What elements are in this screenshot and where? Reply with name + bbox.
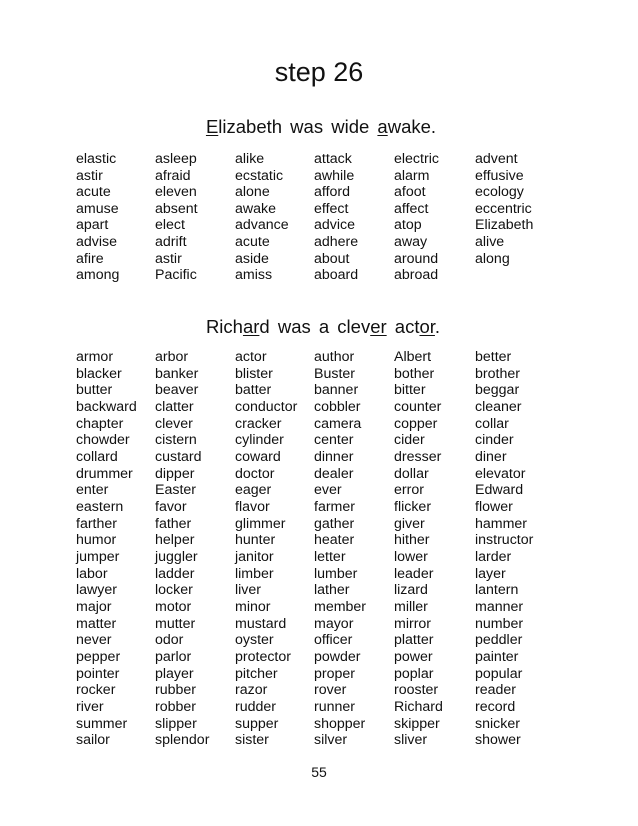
sentence-text: lizabeth was wide	[218, 116, 378, 137]
word-cell: skipper	[394, 715, 440, 732]
word-cell: blister	[235, 365, 273, 382]
word-cell: alive	[475, 233, 505, 250]
word-cell: actor	[235, 349, 267, 365]
word-cell: afford	[314, 184, 351, 201]
word-cell: proper	[314, 665, 356, 682]
word-cell: around	[394, 250, 439, 267]
word-cell: flicker	[394, 499, 432, 516]
word-cell: silver	[314, 732, 348, 749]
word-cell: electric	[394, 151, 439, 167]
word-cell: clatter	[155, 399, 194, 416]
underlined-letters: or	[419, 316, 435, 337]
word-cell: officer	[314, 632, 353, 649]
word-cell: Albert	[394, 349, 432, 365]
word-cell: error	[394, 482, 424, 499]
underlined-letters: ar	[242, 316, 260, 337]
word-cell: flavor	[235, 499, 270, 516]
word-cell: popular	[475, 665, 523, 682]
word-cell: janitor	[235, 549, 274, 566]
word-cell: river	[76, 699, 104, 716]
word-cell: arbor	[155, 349, 189, 365]
word-cell: mutter	[155, 615, 196, 632]
word-cell: awhile	[314, 167, 355, 184]
word-cell: custard	[155, 449, 202, 466]
word-cell: cracker	[235, 415, 282, 432]
word-cell: better	[475, 349, 512, 365]
word-cell: armor	[76, 349, 114, 365]
word-cell: ladder	[155, 565, 195, 582]
word-cell: atop	[394, 217, 422, 234]
word-cell: collar	[475, 415, 509, 432]
word-cell: chapter	[76, 415, 124, 432]
word-cell: sister	[235, 732, 269, 749]
word-cell: shopper	[314, 715, 366, 732]
word-cell: mayor	[314, 615, 354, 632]
word-cell: asleep	[155, 151, 197, 167]
word-cell: cylinder	[235, 432, 284, 449]
word-cell: dollar	[394, 465, 429, 482]
word-cell: abroad	[394, 267, 439, 284]
word-cell: Buster	[314, 365, 356, 382]
word-cell: Easter	[155, 482, 197, 499]
sentence-text: .	[434, 316, 441, 337]
word-cell: doctor	[235, 465, 275, 482]
word-cell: pointer	[76, 665, 120, 682]
word-cell: parlor	[155, 649, 192, 666]
word-cell: copper	[394, 415, 438, 432]
word-cell: eastern	[76, 499, 124, 516]
word-cell: apart	[76, 217, 109, 234]
word-cell: lumber	[314, 565, 358, 582]
word-cell: slipper	[155, 715, 197, 732]
word-cell: elevator	[475, 465, 526, 482]
word-cell: motor	[155, 599, 192, 616]
word-cell: diner	[475, 449, 507, 466]
word-cell: odor	[155, 632, 184, 649]
word-cell: conductor	[235, 399, 298, 416]
word-cell: sailor	[76, 732, 110, 749]
word-cell: ecology	[475, 184, 524, 201]
word-cell: member	[314, 599, 367, 616]
word-cell: along	[475, 250, 510, 267]
word-cell: alike	[235, 151, 265, 167]
word-cell: lather	[314, 582, 350, 599]
word-grid-er-sounds	[76, 349, 555, 749]
word-cell: Pacific	[155, 267, 197, 284]
word-cell: supper	[235, 715, 279, 732]
word-cell: affect	[394, 200, 429, 217]
sentence-text: Rich	[205, 316, 243, 337]
word-cell: elastic	[76, 151, 117, 167]
word-cell: power	[394, 649, 433, 666]
word-cell: jumper	[76, 549, 120, 566]
word-cell: Edward	[475, 482, 524, 499]
word-cell: afraid	[155, 167, 191, 184]
word-cell: letter	[314, 549, 346, 566]
word-cell: bitter	[394, 382, 426, 399]
word-cell: astir	[76, 167, 103, 184]
word-cell: gather	[314, 515, 355, 532]
word-cell: center	[314, 432, 354, 449]
word-cell: dealer	[314, 465, 354, 482]
sentence-elizabeth	[0, 115, 638, 139]
word-cell: robber	[155, 699, 197, 716]
word-cell: peddler	[475, 632, 523, 649]
underlined-letters: E	[205, 116, 219, 137]
word-cell: effusive	[475, 167, 524, 184]
word-cell: author	[314, 349, 355, 365]
word-cell: matter	[76, 615, 117, 632]
word-cell: awake	[235, 200, 277, 217]
word-cell: leader	[394, 565, 434, 582]
word-cell: helper	[155, 532, 195, 549]
word-cell: oyster	[235, 632, 274, 649]
word-cell: mirror	[394, 615, 432, 632]
word-cell: platter	[394, 632, 434, 649]
underlined-letters: er	[370, 316, 387, 337]
word-cell: protector	[235, 649, 291, 666]
word-cell: labor	[76, 565, 108, 582]
word-cell: banker	[155, 365, 199, 382]
word-grid-a-e-sounds	[76, 151, 555, 284]
word-cell: lawyer	[76, 582, 117, 599]
word-cell: shower	[475, 732, 521, 749]
word-cell: cinder	[475, 432, 514, 449]
word-cell: backward	[76, 399, 137, 416]
word-cell: giver	[394, 515, 425, 532]
page-number: 55	[311, 764, 327, 780]
word-cell: astir	[155, 250, 182, 267]
page-title: step 26	[274, 57, 364, 87]
word-cell: ecstatic	[235, 167, 284, 184]
word-cell: rooster	[394, 682, 439, 699]
word-cell: clever	[155, 415, 193, 432]
word-cell: adrift	[155, 233, 187, 250]
word-cell: advent	[475, 151, 518, 167]
word-cell: ever	[314, 482, 342, 499]
word-cell: rover	[314, 682, 347, 699]
word-cell: rubber	[155, 682, 197, 699]
word-cell: away	[394, 233, 428, 250]
word-cell: splendor	[155, 732, 210, 749]
word-cell: eleven	[155, 184, 197, 201]
word-cell: camera	[314, 415, 362, 432]
word-cell: rocker	[76, 682, 116, 699]
word-cell: painter	[475, 649, 519, 666]
word-cell: cider	[394, 432, 425, 449]
word-cell	[475, 267, 555, 284]
word-cell: farther	[76, 515, 118, 532]
sentence-text: wake.	[387, 116, 437, 137]
word-cell: butter	[76, 382, 113, 399]
word-cell: father	[155, 515, 192, 532]
word-cell: aboard	[314, 267, 359, 284]
word-cell: locker	[155, 582, 193, 599]
word-cell: hither	[394, 532, 430, 549]
word-cell: bother	[394, 365, 435, 382]
word-cell: liver	[235, 582, 262, 599]
word-cell: major	[76, 599, 112, 616]
word-cell: chowder	[76, 432, 130, 449]
word-cell: beaver	[155, 382, 199, 399]
word-cell: flower	[475, 499, 513, 516]
word-cell: advice	[314, 217, 356, 234]
word-cell: banner	[314, 382, 359, 399]
word-cell: heater	[314, 532, 355, 549]
word-cell: eccentric	[475, 200, 532, 217]
word-cell: manner	[475, 599, 524, 616]
word-cell: elect	[155, 217, 185, 234]
word-cell: hammer	[475, 515, 528, 532]
word-cell: batter	[235, 382, 272, 399]
word-cell: number	[475, 615, 524, 632]
word-cell: about	[314, 250, 350, 267]
word-cell: dresser	[394, 449, 442, 466]
word-cell: counter	[394, 399, 442, 416]
word-cell: cistern	[155, 432, 197, 449]
word-cell: acute	[76, 184, 111, 201]
word-cell: layer	[475, 565, 506, 582]
word-cell: humor	[76, 532, 117, 549]
word-cell: alarm	[394, 167, 430, 184]
word-cell: attack	[314, 151, 352, 167]
word-cell: limber	[235, 565, 274, 582]
word-cell: summer	[76, 715, 128, 732]
word-cell: rudder	[235, 699, 277, 716]
word-cell: enter	[76, 482, 109, 499]
word-cell: poplar	[394, 665, 434, 682]
word-cell: blacker	[76, 365, 122, 382]
sentence-text: d was a clev	[259, 316, 371, 337]
word-cell: coward	[235, 449, 281, 466]
sentence-richard	[0, 315, 638, 339]
word-cell: dinner	[314, 449, 354, 466]
word-cell: hunter	[235, 532, 276, 549]
word-cell: record	[475, 699, 516, 716]
word-cell: miller	[394, 599, 428, 616]
word-cell: farmer	[314, 499, 355, 516]
word-cell: pepper	[76, 649, 121, 666]
word-cell: instructor	[475, 532, 534, 549]
word-cell: mustard	[235, 615, 287, 632]
word-cell: snicker	[475, 715, 520, 732]
word-cell: afire	[76, 250, 104, 267]
word-cell: cleaner	[475, 399, 522, 416]
word-cell: Richard	[394, 699, 443, 716]
word-cell: effect	[314, 200, 349, 217]
word-cell: alone	[235, 184, 270, 201]
word-cell: juggler	[155, 549, 198, 566]
word-cell: Elizabeth	[475, 217, 534, 234]
word-cell: dipper	[155, 465, 195, 482]
word-cell: pitcher	[235, 665, 278, 682]
word-cell: acute	[235, 233, 270, 250]
word-cell: razor	[235, 682, 268, 699]
word-cell: eager	[235, 482, 272, 499]
word-cell: glimmer	[235, 515, 286, 532]
word-cell: player	[155, 665, 194, 682]
word-cell: among	[76, 267, 120, 284]
sentence-text: act	[386, 316, 420, 337]
word-cell: absent	[155, 200, 198, 217]
word-cell: cobbler	[314, 399, 361, 416]
word-cell: reader	[475, 682, 517, 699]
word-cell: afoot	[394, 184, 426, 201]
word-cell: favor	[155, 499, 187, 516]
word-cell: advise	[76, 233, 118, 250]
word-cell: lizard	[394, 582, 428, 599]
word-cell: sliver	[394, 732, 428, 749]
underlined-letters: a	[377, 116, 388, 137]
word-cell: collard	[76, 449, 118, 466]
word-cell: runner	[314, 699, 356, 716]
word-cell: amiss	[235, 267, 273, 284]
word-cell: brother	[475, 365, 520, 382]
word-cell: drummer	[76, 465, 133, 482]
word-cell: advance	[235, 217, 289, 234]
word-cell: amuse	[76, 200, 119, 217]
word-cell: powder	[314, 649, 361, 666]
word-cell: adhere	[314, 233, 359, 250]
word-cell: never	[76, 632, 112, 649]
word-cell: minor	[235, 599, 271, 616]
word-cell: aside	[235, 250, 269, 267]
word-cell: larder	[475, 549, 512, 566]
word-cell: beggar	[475, 382, 520, 399]
word-cell: lower	[394, 549, 428, 566]
word-cell: lantern	[475, 582, 519, 599]
